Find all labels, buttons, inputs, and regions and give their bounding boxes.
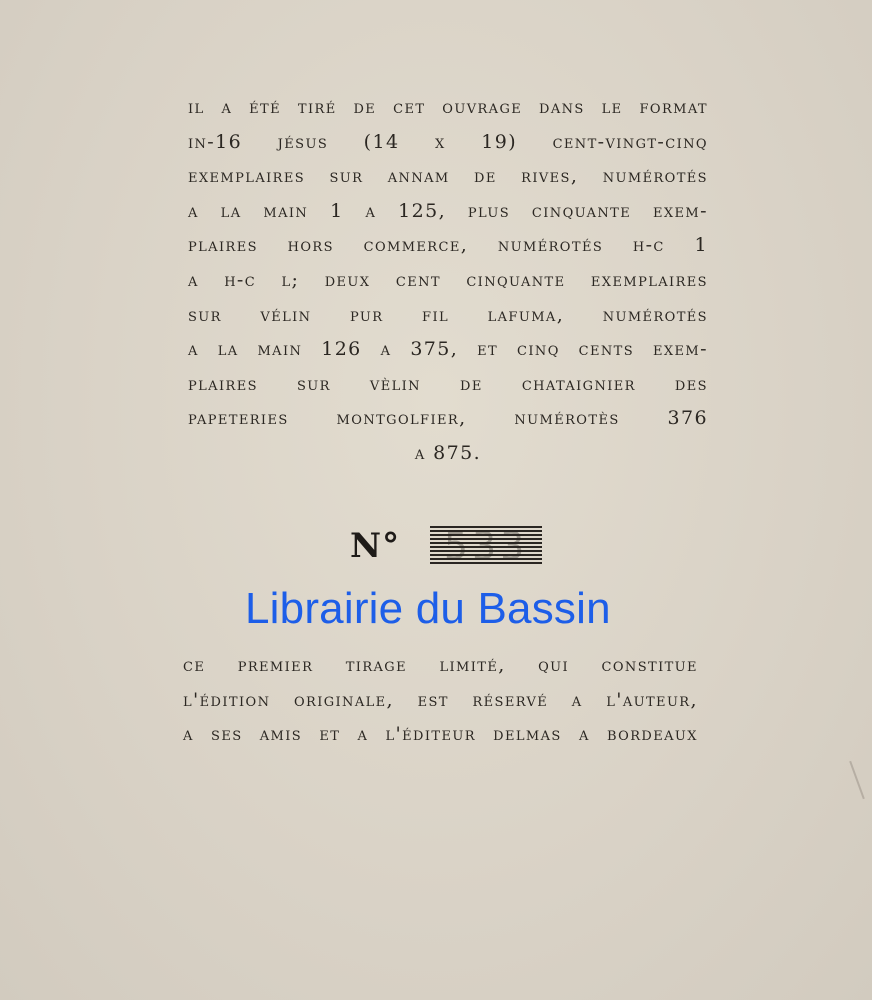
number-value: 533 — [443, 524, 529, 568]
word: été — [249, 96, 282, 118]
word: numérotès — [514, 407, 620, 430]
word: constitue — [601, 654, 698, 676]
word: a — [365, 199, 377, 222]
colophon-line — [188, 125, 708, 160]
word: de — [460, 372, 483, 395]
word: ses — [211, 723, 243, 746]
word: la — [220, 199, 242, 222]
word: 1 — [694, 234, 708, 257]
word: cinquante — [531, 199, 632, 222]
word: jésus — [277, 130, 329, 153]
colophon-line — [188, 194, 708, 229]
word: originale, — [293, 688, 394, 711]
word: bordeaux — [606, 723, 698, 746]
number-label: N° — [350, 526, 401, 566]
word: exem- — [652, 338, 708, 361]
word: papeteries — [188, 407, 289, 430]
word: 375, — [410, 338, 459, 361]
word: dans — [539, 96, 585, 118]
word: le — [601, 96, 623, 118]
word: cet — [393, 96, 426, 118]
word: h-c — [224, 268, 257, 291]
reserve-line — [183, 717, 698, 752]
word: rives, — [521, 165, 579, 188]
word: hors — [287, 234, 334, 257]
colophon-line — [188, 90, 708, 125]
word: cents — [578, 338, 635, 361]
word: exemplaires — [188, 165, 306, 188]
word: des — [674, 372, 708, 395]
colophon-justification — [188, 90, 708, 471]
word: l'éditeur — [385, 723, 476, 746]
word: fil — [422, 303, 450, 326]
word: delmas — [493, 723, 562, 746]
word: et — [319, 723, 341, 746]
word: a — [571, 688, 583, 711]
word: deux — [324, 268, 371, 291]
word: format — [639, 96, 708, 118]
word: numérotés — [497, 234, 604, 257]
word: 376 — [667, 407, 708, 430]
reserve-line — [183, 648, 698, 683]
word: plaires — [188, 234, 258, 257]
word: il — [188, 96, 205, 118]
word: sur — [188, 303, 222, 326]
word: tirage — [345, 654, 407, 676]
word: la — [217, 338, 239, 361]
word: limité, — [439, 654, 506, 676]
word: et — [477, 338, 499, 361]
word: a — [188, 268, 199, 291]
word: premier — [237, 654, 314, 676]
word: vélin — [260, 303, 312, 326]
word: plus — [467, 199, 511, 222]
word: main — [263, 199, 309, 222]
word: numérotés — [602, 165, 708, 188]
word: plaires — [188, 372, 258, 395]
word: l; — [281, 268, 300, 291]
word: annam — [387, 165, 450, 188]
word: amis — [259, 723, 303, 746]
word: commerce, — [363, 234, 469, 257]
word: cent — [395, 268, 441, 291]
word: 19) — [481, 130, 518, 153]
number-stamp — [430, 526, 542, 566]
word: qui — [538, 654, 570, 676]
word: l'auteur, — [606, 688, 698, 711]
word: pur — [350, 303, 384, 326]
word: vèlin — [369, 372, 421, 395]
word: a — [357, 723, 369, 746]
word: (14 — [363, 130, 400, 153]
colophon-line — [188, 159, 708, 194]
bookseller-watermark: Librairie du Bassin — [245, 584, 611, 633]
word: lafuma, — [487, 303, 565, 326]
word: exemplaires — [590, 268, 708, 291]
reserve-line — [183, 683, 698, 718]
word: a — [221, 96, 233, 118]
word: de — [474, 165, 497, 188]
colophon-line-last: a 875. — [414, 441, 482, 464]
word: montgolfier, — [336, 407, 467, 430]
word: a — [380, 338, 392, 361]
word: sur — [329, 165, 364, 188]
word: x — [435, 130, 446, 153]
colophon-line — [188, 367, 708, 402]
colophon-line — [188, 263, 708, 298]
word: cinq — [517, 338, 560, 361]
copy-number — [350, 520, 542, 572]
word: in-16 — [188, 130, 243, 153]
colophon-line — [188, 298, 708, 333]
word: a — [183, 723, 194, 746]
word: h-c — [632, 234, 665, 257]
word: tiré — [297, 96, 337, 118]
colophon-line — [188, 332, 708, 367]
word: cent-vingt-cinq — [552, 130, 708, 153]
word: exem- — [652, 199, 708, 222]
word: a — [578, 723, 590, 746]
word: l'édition — [183, 688, 271, 711]
word: est — [417, 688, 449, 711]
word: a — [188, 199, 199, 222]
word: 1 — [330, 199, 344, 222]
word: chataignier — [521, 372, 636, 395]
word: main — [257, 338, 303, 361]
word: numérotés — [602, 303, 708, 326]
word: sur — [296, 372, 331, 395]
word: ouvrage — [442, 96, 523, 118]
word: 125, — [398, 199, 447, 222]
word: de — [353, 96, 377, 118]
reserve-notice — [183, 648, 698, 752]
word: ce — [183, 654, 206, 676]
paper-crease — [849, 761, 865, 799]
colophon-line — [188, 228, 708, 263]
word: a — [188, 338, 199, 361]
word: cinquante — [466, 268, 566, 291]
word: 126 — [321, 338, 362, 361]
word: réservé — [472, 688, 549, 711]
colophon-line — [188, 401, 708, 436]
